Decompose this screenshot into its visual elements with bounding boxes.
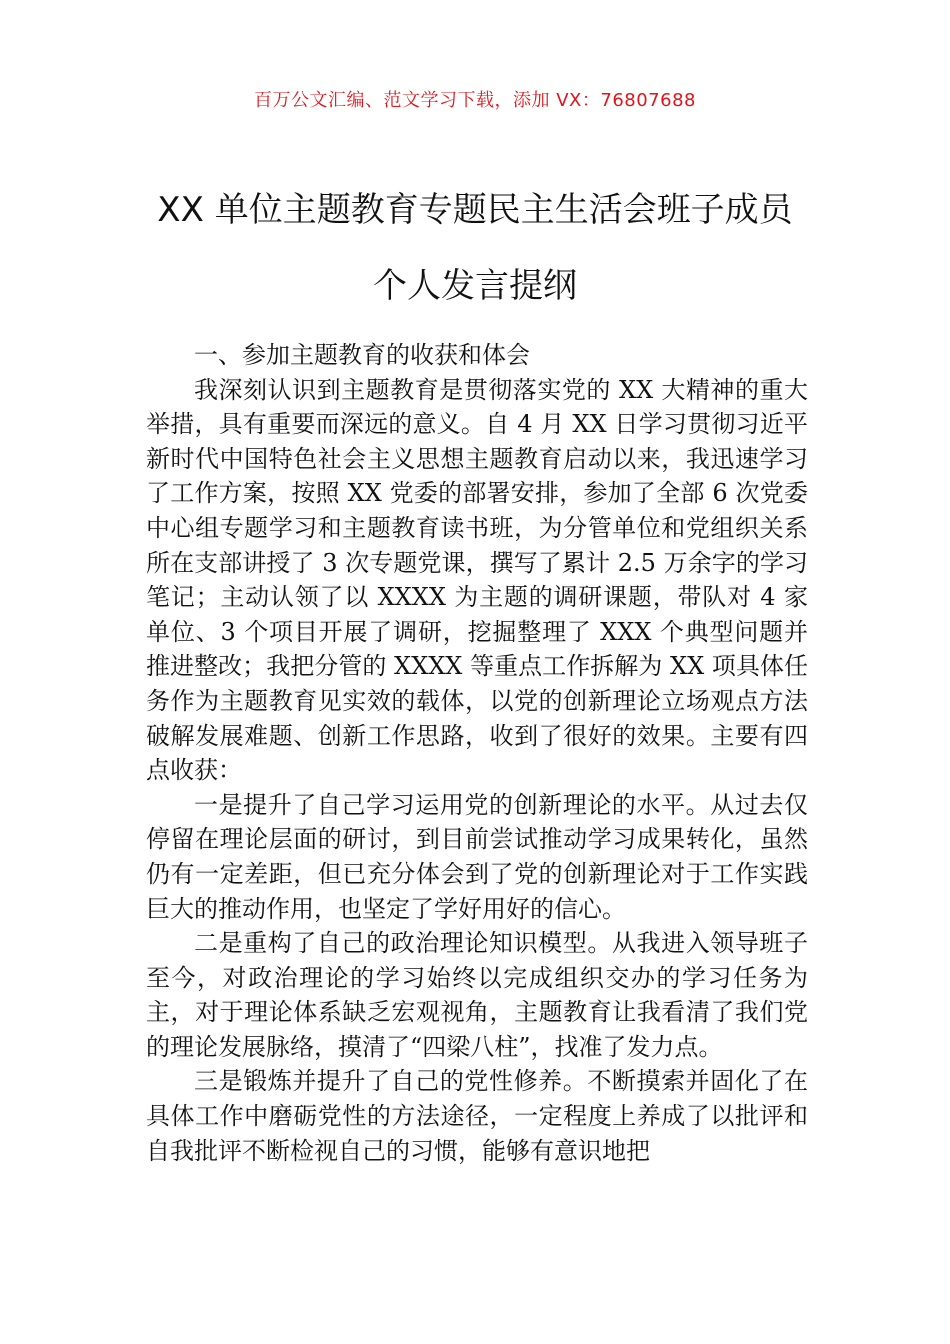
- title-line-2: 个人发言提纲: [373, 266, 577, 306]
- paragraph: 三是锻炼并提升了自己的党性修养。不断摸索并固化了在具体工作中磨砺党性的方法途径，一定程度上养成了以批评和自我批评不断检视自己的习惯，能够有意识地把: [146, 1067, 808, 1165]
- download-notice: 百万公文汇编、范文学习下载，添加 VX：76807688: [254, 90, 696, 111]
- document-body: [146, 338, 808, 1168]
- title-line-1: XX 单位主题教育专题民主生活会班子成员: [157, 190, 793, 230]
- document-title: [60, 172, 890, 324]
- paragraph: 二是重构了自己的政治理论知识模型。从我进入领导班子至今，对政治理论的学习始终以完成组织交办的学习任务为主，对于理论体系缺乏宏观视角，主题教育让我看清了我们党的理论发展脉络，摸清了“四梁八柱”，找准了发力点。: [146, 929, 808, 1061]
- section-heading: 一、参加主题教育的收获和体会: [194, 341, 530, 369]
- paragraph: 一是提升了自己学习运用党的创新理论的水平。从过去仅停留在理论层面的研讨，到目前尝试推动学习成果转化，虽然仍有一定差距，但已充分体会到了党的创新理论对于工作实践巨大的推动作用，也坚定了学好用好的信心。: [146, 790, 808, 923]
- paragraph: 我深刻认识到主题教育是贯彻落实党的 XX 大精神的重大举措，具有重要而深远的意义。自 4 月 XX 日学习贯彻习近平新时代中国特色社会主义思想主题教育启动以来，我迅速学习了工作方案，按照 XX 党委的部署安排，参加了全部 6 次党委中心组专题学习和主题教育读书班，为分管单位和党组织关系所在支部讲授了 3 次专题党课，撰写了累计 2.5 万余字的学习笔记；主动认领了以 XXXX 为主题的调研课题，带队对 4 家单位、3 个项目开展了调研，挖掘整理了 XXX 个典型问题并推进整改；我把分管的 XXXX 等重点工作拆解为 XX 项具体任务作为主题教育见实效的载体，以党的创新理论立场观点方法破解发展难题、创新工作思路，收到了很好的效果。主要有四点收获：: [146, 375, 808, 785]
